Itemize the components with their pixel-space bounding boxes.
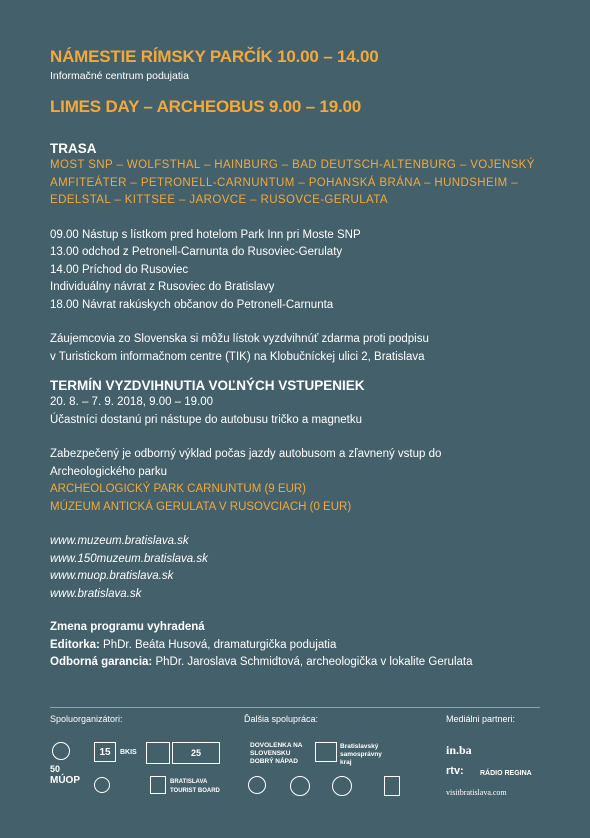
- expert-value: PhDr. Jaroslava Schmidtová, archeologička v lokalite Gerulata: [152, 656, 473, 668]
- partner-shield-icon: [384, 776, 400, 796]
- termin-line: Účastníci dostanú pri nástupe do autobusu tričko a magnetku: [50, 413, 362, 426]
- visitbratislava-logo: visitbratislava.com: [446, 788, 507, 797]
- radio-regina-logo: RÁDIO REGINA: [480, 770, 532, 777]
- tourist-board-icon: [150, 776, 166, 794]
- media-label: Mediálni partneri:: [446, 714, 516, 724]
- termin-details: [50, 394, 550, 429]
- schedule-item: Individuálny návrat z Rusoviec do Bratislavy: [50, 281, 275, 293]
- cooperation-label: Ďalšia spolupráca:: [244, 714, 319, 724]
- change-note: Zmena programu vyhradená: [50, 621, 205, 633]
- schedule-list: [50, 227, 550, 315]
- credits: [50, 619, 550, 672]
- partner-emblem-icon: [332, 776, 352, 796]
- guide-line: Archeologického parku: [50, 465, 167, 478]
- ticket-info-line: Záujemcovia zo Slovenska si môžu lístok vyzdvihnúť zdarma proti podpisu: [50, 333, 429, 345]
- inba-logo: in.ba: [446, 743, 472, 757]
- schedule-item: 09.00 Nástup s lístkom pred hotelom Park Inn pri Moste SNP: [50, 228, 361, 241]
- website-link[interactable]: www.150muzeum.bratislava.sk: [50, 552, 208, 565]
- ticket-info: [50, 331, 550, 366]
- website-link[interactable]: www.muop.bratislava.sk: [50, 570, 174, 582]
- monument-office-icon: [94, 777, 110, 793]
- guide-price-line: ARCHEOLOGICKÝ PARK CARNUNTUM (9 EUR): [50, 483, 307, 495]
- schedule-item: 18.00 Návrat rakúskych občanov do Petronell-Carnunta: [50, 298, 334, 311]
- schedule-item: 14.00 Príchod do Rusoviec: [50, 263, 189, 276]
- expert-line: [50, 654, 550, 672]
- expert-label: Odborná garancia:: [50, 656, 153, 668]
- website-link[interactable]: www.bratislava.sk: [50, 587, 142, 600]
- schedule-item: 13.00 odchod z Petronell-Carnunta do Rusoviec-Gerulaty: [50, 246, 343, 258]
- guide-line: Zabezpečený je odborný výklad počas jazdy autobusom a zľavnený vstup do: [50, 448, 442, 460]
- editor-line: [50, 637, 550, 655]
- section-subtitle-info-center: Informačné centrum podujatia: [50, 70, 189, 82]
- editor-value: PhDr. Beáta Husová, dramaturgička podujatia: [99, 638, 337, 651]
- tourist-board-text: BRATISLAVA TOURIST BOARD: [170, 779, 220, 794]
- main-content: [50, 47, 550, 672]
- route-line: AMFITEÁTER – PETRONELL-CARNUNTUM – POHANSKÁ BRÁNA – HUNDSHEIM –: [50, 176, 519, 189]
- route-list: [50, 157, 550, 210]
- section-title-namestie: NÁMESTIE RÍMSKY PARČÍK 10.00 – 14.00: [50, 47, 379, 66]
- rtvs-logo: rtv:: [446, 765, 464, 777]
- route-line: MOST SNP – WOLFSTHAL – HAINBURG – BAD DEUTSCH-ALTENBURG – VOJENSKÝ: [50, 159, 535, 171]
- logo-25: 25: [172, 742, 220, 764]
- partner-seal-icon: [290, 776, 310, 796]
- partner-crest-icon: [248, 776, 266, 794]
- section-title-limes-day: LIMES DAY – ARCHEOBUS 9.00 – 19.00: [50, 97, 361, 116]
- website-link[interactable]: www.muzeum.bratislava.sk: [50, 535, 189, 547]
- trasa-title: TRASA: [50, 141, 97, 156]
- route-line: EDELSTAL – KITTSEE – JAROVCE – RUSOVCE-GERULATA: [50, 194, 388, 206]
- website-list: [50, 533, 550, 603]
- guide-price-line: MÚZEUM ANTICKÁ GERULATA V RUSOVCIACH (0 EUR): [50, 500, 352, 513]
- editor-label: Editorka:: [50, 638, 100, 651]
- museum-logo-icon: [146, 742, 170, 764]
- ticket-info-line: v Turistickom informačnom centre (TIK) na Klobučníckej ulici 2, Bratislava: [50, 350, 425, 363]
- termin-title: TERMÍN VYZDVIHNUTIA VOĽNÝCH VSTUPENIEK: [50, 378, 365, 393]
- logo-bkis: BKIS: [120, 749, 137, 756]
- kraj-emblem-icon: [315, 742, 337, 762]
- guide-info: [50, 446, 550, 516]
- dovolenka-logo: DOVOLENKA NA SLOVENSKU DOBRÝ NÁPAD: [250, 742, 303, 765]
- logo-15: 15: [94, 742, 116, 762]
- muop-logo: MÚOP: [50, 775, 80, 786]
- termin-line: 20. 8. – 7. 9. 2018, 9.00 – 19.00: [50, 396, 214, 408]
- footer-divider: [50, 707, 540, 708]
- coorganizers-label: Spoluorganizátori:: [50, 714, 123, 724]
- muop-number: 50: [50, 764, 61, 774]
- kraj-logo: Bratislavský samosprávny kraj: [340, 743, 382, 766]
- muop-emblem-icon: [52, 742, 70, 760]
